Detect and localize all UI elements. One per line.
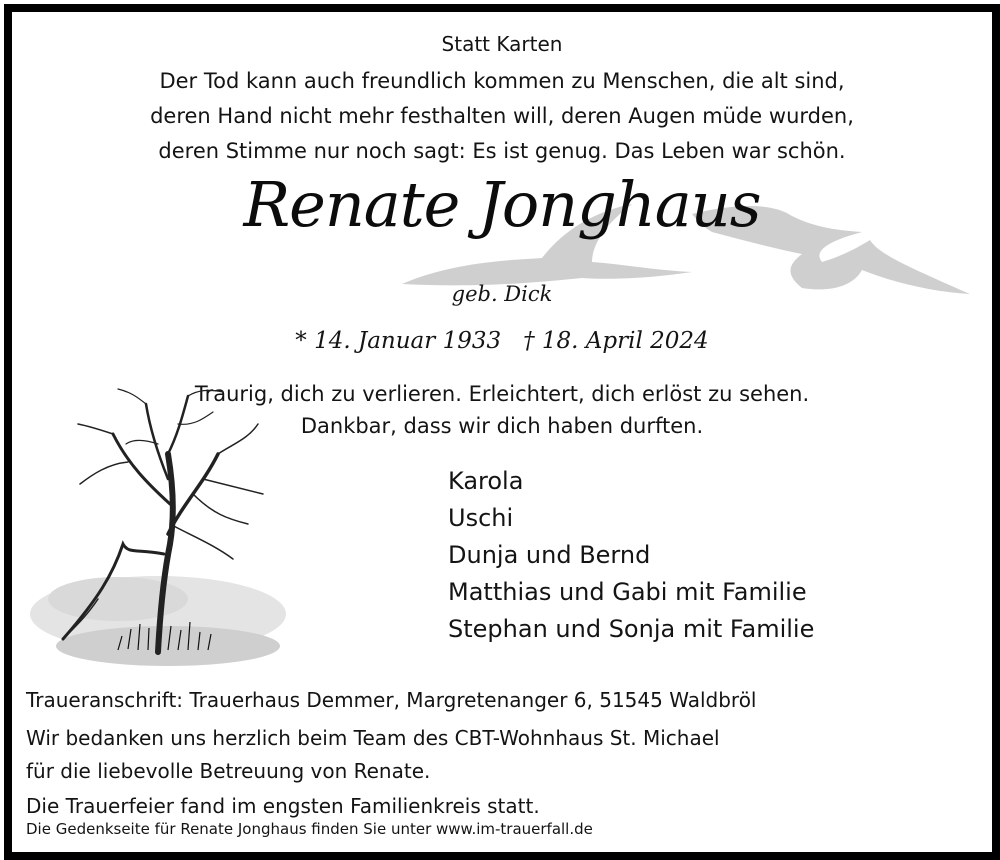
birth-date: * 14. Januar 1933	[295, 328, 502, 354]
maiden-name: geb. Dick	[451, 282, 553, 306]
family-member: Matthias und Gabi mit Familie	[448, 578, 807, 606]
life-dates	[12, 328, 992, 354]
obituary-frame	[4, 4, 1000, 860]
poem-line: deren Hand nicht mehr festhalten will, deren Augen müde wurden,	[150, 104, 854, 128]
motto-line: Traurig, dich zu verlieren. Erleichtert, dich erlöst zu sehen.	[194, 382, 810, 406]
poem-line: Der Tod kann auch freundlich kommen zu Menschen, die alt sind,	[159, 69, 845, 93]
thanks-line: für die liebevolle Betreuung von Renate.	[26, 759, 431, 783]
family-list	[448, 463, 814, 648]
death-date: † 18. April 2024	[523, 328, 709, 354]
poem	[12, 64, 992, 169]
family-member: Stephan und Sonja mit Familie	[448, 615, 815, 643]
mourning-address: Traueranschrift: Trauerhaus Demmer, Margretenanger 6, 51545 Waldbröl	[26, 688, 757, 712]
family-member: Karola	[448, 467, 524, 495]
deceased-name: Renate Jonghaus	[243, 168, 761, 241]
motto-line: Dankbar, dass wir dich haben durften.	[300, 414, 704, 438]
header-text: Statt Karten	[441, 32, 563, 56]
family-member: Uschi	[448, 504, 514, 532]
memorial-page-note: Die Gedenkseite für Renate Jonghaus finden Sie unter www.im-trauerfall.de	[26, 820, 593, 838]
thanks-text	[26, 722, 720, 788]
bare-tree-icon	[18, 384, 288, 684]
ceremony-note: Die Trauerfeier fand im engsten Familienkreis statt.	[26, 794, 540, 818]
poem-line: deren Stimme nur noch sagt: Es ist genug. Das Leben war schön.	[158, 139, 846, 163]
thanks-line: Wir bedanken uns herzlich beim Team des CBT-Wohnhaus St. Michael	[26, 726, 720, 750]
family-member: Dunja und Bernd	[448, 541, 651, 569]
